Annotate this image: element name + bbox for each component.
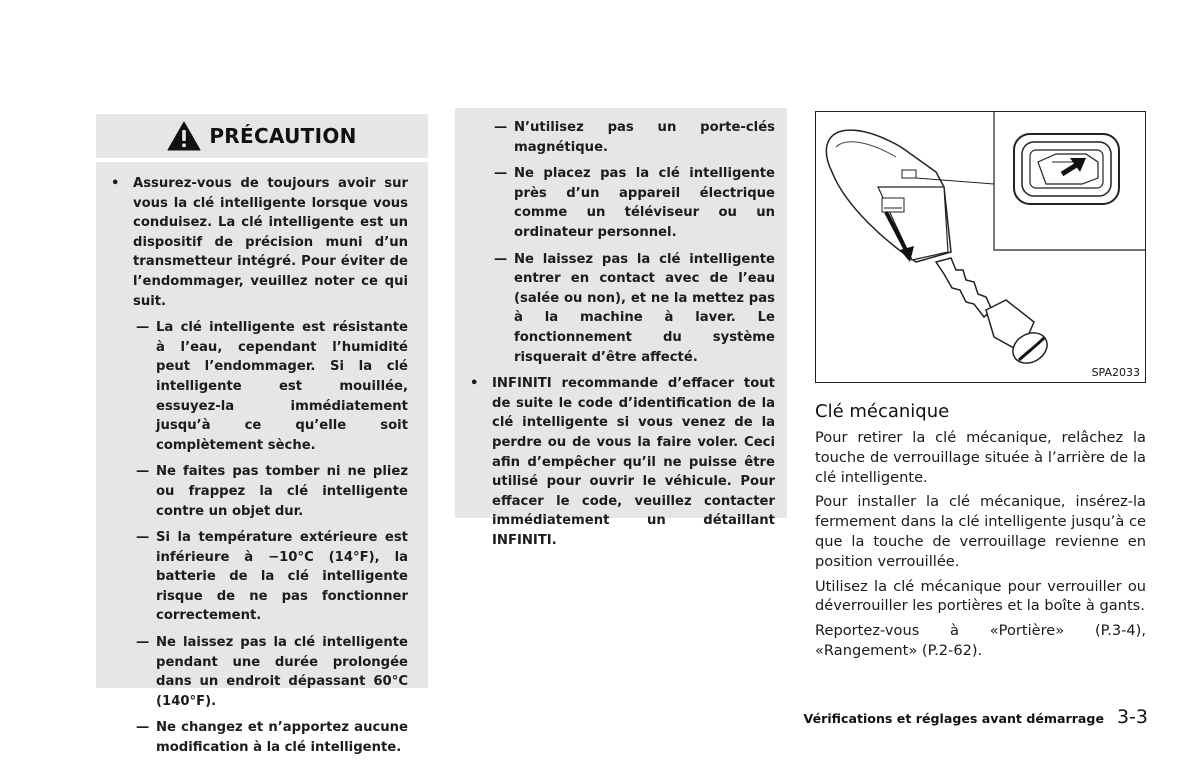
body-paragraph: Pour installer la clé mécanique, insérez-la fermement dans la clé intelligente jusqu’à ce que la touche de verrouillage revienne en position verrouillée. (815, 493, 1146, 570)
caution-dash-item: — Ne faites pas tomber ni ne pliez ou frappez la clé intelligente contre un objet dur. (156, 462, 408, 521)
caution-bullet-2: • INFINITI recommande d’effacer tout de suite le code d’identification de la clé intelligente si vous venez de la perdre ou de vous la faire voler. Ceci afin d’empêcher qu’il ne puisse être utilisé pour ouvrir le véhicule. Pour effacer le code, veuillez contacter immédiatement un détaillant INFINITI. (492, 374, 775, 550)
section-title: Clé mécanique (815, 401, 950, 422)
section-body (815, 428, 1146, 666)
caution-dash-item: — Si la température extérieure est inférieure à −10°C (14°F), la batterie de la clé intelligente risque de ne pas fonctionner correctement. (156, 528, 408, 626)
body-paragraph: Utilisez la clé mécanique pour verrouiller ou déverrouiller les portières et la boîte à gants. (815, 577, 1146, 615)
page-number: 3-3 (1116, 706, 1148, 728)
caution-bullet-1: • Assurez-vous de toujours avoir sur vous la clé intelligente lorsque vous conduisez. La clé intelligente est un dispositif de précision muni d’un transmetteur intégré. Pour éviter de l’endommager, veuillez noter ce qui suit. (133, 174, 408, 311)
caution-box (96, 114, 428, 756)
body-paragraph: Reportez-vous à «Portière» (P.3-4), «Rangement» (P.2-62). (815, 622, 1146, 659)
caution-dash-item: — Ne placez pas la clé intelligente près d’un appareil électrique comme un téléviseur ou un ordinateur personnel. (514, 164, 775, 242)
caution-header (96, 114, 428, 162)
footer-chapter-title: Vérifications et réglages avant démarrage (803, 711, 1104, 726)
caution-content-col2 (492, 118, 775, 550)
caution-dash-item: — Ne changez et n’apportez aucune modification à la clé intelligente. (156, 718, 408, 757)
body-paragraph: Pour retirer la clé mécanique, relâchez la touche de verrouillage située à l’arrière de la clé intelligente. (815, 429, 1146, 486)
caution-content-col1 (133, 174, 408, 758)
caution-title: PRÉCAUTION (209, 124, 357, 148)
figure-label: SPA2033 (1091, 366, 1140, 379)
caution-dash-item: — Ne laissez pas la clé intelligente pendant une durée prolongée dans un endroit dépassant 60°C (140°F). (156, 633, 408, 711)
caution-dash-item: — La clé intelligente est résistante à l’eau, cependant l’humidité peut l’endommager. Si la clé intelligente est mouillée, essuyez-la immédiatement jusqu’à ce qu’elle soit complètement sèche. (156, 318, 408, 455)
caution-dash-item: — N’utilisez pas un porte-clés magnétique. (514, 118, 775, 157)
warning-triangle-icon (167, 121, 201, 151)
caution-dash-item: — Ne laissez pas la clé intelligente entrer en contact avec de l’eau (salée ou non), et ne la mettez pas à la machine à laver. Le fonctionnement du système risquerait d’être affecté. (514, 250, 775, 368)
caution-box-continued (455, 108, 787, 548)
mechanical-key-figure (815, 111, 1146, 383)
key-illustration (816, 112, 1145, 382)
